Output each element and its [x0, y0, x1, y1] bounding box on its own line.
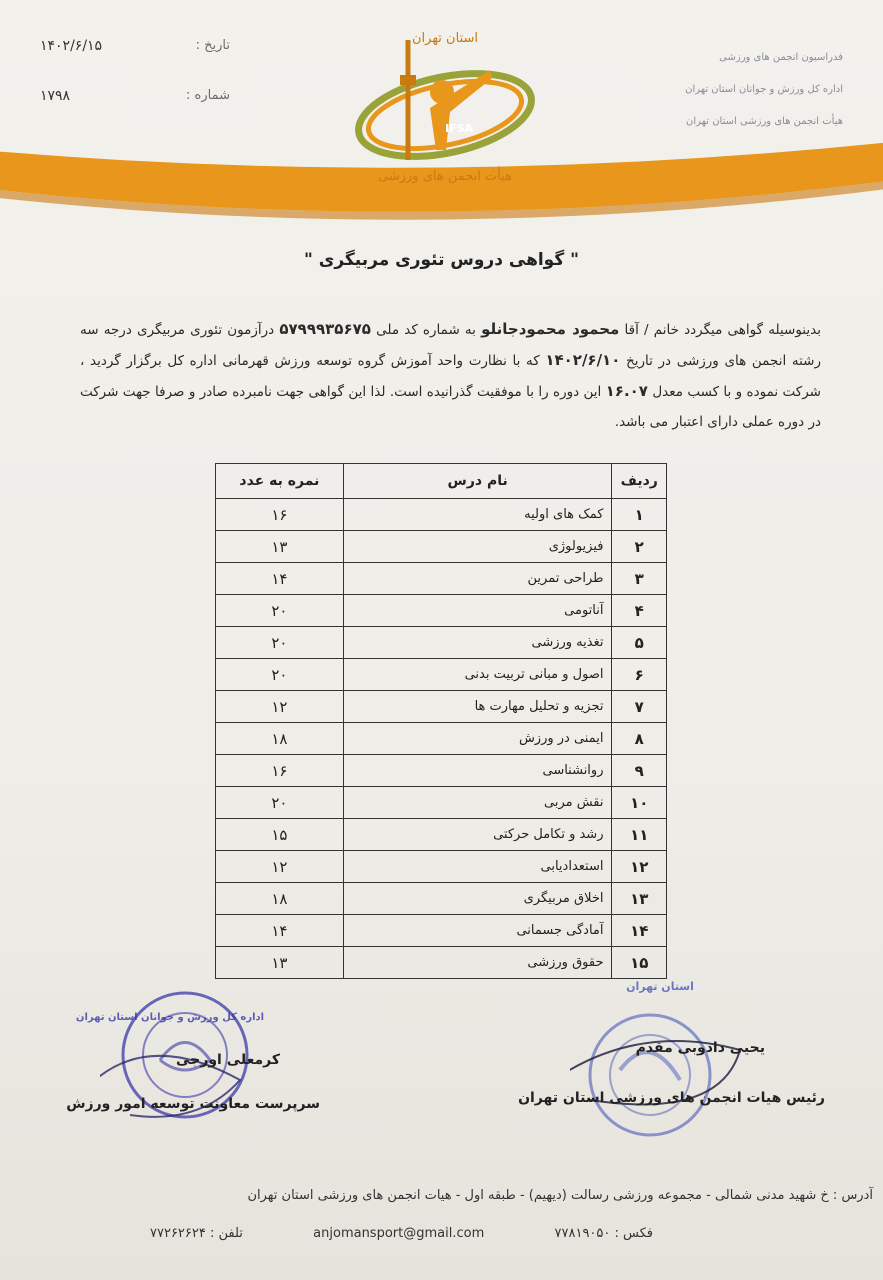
body-text-1: بدینوسیله گواهی میگردد خانم / آقا [619, 322, 821, 338]
row-grade: ۱۵ [216, 819, 344, 851]
row-idx: ۱۱ [612, 819, 667, 851]
row-grade: ۱۲ [216, 851, 344, 883]
org-line: اداره کل ورزش و جوانان استان تهران [685, 84, 843, 95]
row-grade: ۱۸ [216, 723, 344, 755]
table-row [216, 659, 667, 691]
row-course: آناتومی [343, 595, 612, 627]
table-header-row [216, 464, 667, 499]
table-row [216, 595, 667, 627]
table-row [216, 755, 667, 787]
row-course: طراحی تمرین [343, 563, 612, 595]
body-text-5: این دوره را با موفقیت گذرانیده است. لذا این گواهی جهت نامبرده صادر و صرفا جهت شرکت در دوره عملی دارای اعتبار می باشد. [80, 384, 821, 430]
row-grade: ۱۳ [216, 531, 344, 563]
body-text-4: که با نظارت واحد آموزش گروه توسعه ورزش قهرمانی اداره کل برگزار گردید ، شرکت نموده و با کسب معدل [80, 353, 821, 400]
right-stamp-text: استان تهران [626, 980, 694, 993]
row-idx: ۱۲ [612, 851, 667, 883]
row-idx: ۱۳ [612, 883, 667, 915]
header-course: نام درس [343, 464, 612, 499]
document-meta [40, 38, 230, 138]
row-course: حقوق ورزشی [343, 947, 612, 979]
certificate-title: " گواهی دروس تئوری مربیگری " [303, 250, 579, 270]
left-signer-title: سرپرست معاونت توسعه امور ورزش [66, 1096, 320, 1112]
row-idx: ۷ [612, 691, 667, 723]
table-row [216, 819, 667, 851]
row-idx: ۲ [612, 531, 667, 563]
ifsa-logo [350, 20, 550, 190]
row-idx: ۵ [612, 627, 667, 659]
footer-address: آدرس : خ شهید مدنی شمالی - مجموعه ورزشی رسالت (دیهیم) - طبقه اول - هیات انجمن های ورزشی استان تهران [247, 1188, 873, 1203]
left-stamp-text: اداره کل ورزش و جوانان استان تهران [75, 1012, 265, 1023]
right-signer-name: یحیی دادوبی مقدم [635, 1040, 765, 1056]
org-line: فدراسیون انجمن های ورزشی [719, 52, 843, 63]
logo-abbr: IFSA [445, 122, 474, 135]
body-text-2: به شماره کد ملی [370, 322, 482, 338]
row-idx: ۸ [612, 723, 667, 755]
org-line: هیأت انجمن های ورزشی استان تهران [685, 116, 843, 127]
row-course: کمک های اولیه [343, 499, 612, 531]
date-label: تاریخ : [195, 38, 230, 53]
row-grade: ۲۰ [216, 787, 344, 819]
row-idx: ۳ [612, 563, 667, 595]
organization-lines [663, 42, 843, 138]
row-idx: ۶ [612, 659, 667, 691]
student-name: محمود محمودجانلو [481, 320, 620, 338]
table-row [216, 883, 667, 915]
table-row [216, 499, 667, 531]
row-grade: ۲۰ [216, 595, 344, 627]
table-row [216, 627, 667, 659]
header-grade: نمره به عدد [216, 464, 344, 499]
row-course: تغذیه ورزشی [343, 627, 612, 659]
header-idx: ردیف [612, 464, 667, 499]
table-row [216, 851, 667, 883]
row-course: اصول و مبانی تربیت بدنی [343, 659, 612, 691]
row-grade: ۱۶ [216, 499, 344, 531]
table-row [216, 723, 667, 755]
row-grade: ۱۲ [216, 691, 344, 723]
logo-top-text: استان تهران [411, 31, 479, 46]
footer-contact [150, 1226, 653, 1241]
left-signer-name: کرمعلی اورجی [176, 1052, 280, 1068]
logo-bottom-text: هیأت انجمن های ورزشی [378, 169, 512, 184]
row-idx: ۱۰ [612, 787, 667, 819]
row-grade: ۱۶ [216, 755, 344, 787]
footer-phone: تلفن : ۷۷۲۶۲۶۲۴ [150, 1226, 243, 1241]
row-idx: ۱۴ [612, 915, 667, 947]
row-grade: ۱۳ [216, 947, 344, 979]
table-row [216, 915, 667, 947]
row-course: نقش مربی [343, 787, 612, 819]
right-signer-title: رئیس هیات انجمن های ورزشی استان تهران [518, 1090, 825, 1106]
row-course: تجزیه و تحلیل مهارت ها [343, 691, 612, 723]
row-grade: ۲۰ [216, 627, 344, 659]
row-course: فیزیولوژی [343, 531, 612, 563]
footer-email[interactable]: anjomansport@gmail.com [313, 1226, 485, 1241]
row-idx: ۴ [612, 595, 667, 627]
row-course: روانشناسی [343, 755, 612, 787]
row-idx: ۱ [612, 499, 667, 531]
national-id: ۵۷۹۹۹۳۵۶۷۵ [279, 320, 371, 338]
table-row [216, 691, 667, 723]
row-course: ایمنی در ورزش [343, 723, 612, 755]
row-idx: ۹ [612, 755, 667, 787]
number-value: ۱۷۹۸ [40, 88, 71, 104]
table-row [216, 531, 667, 563]
row-course: رشد و تکامل حرکتی [343, 819, 612, 851]
row-grade: ۱۴ [216, 563, 344, 595]
number-label: شماره : [186, 88, 230, 103]
row-grade: ۲۰ [216, 659, 344, 691]
average-score: ۱۶.۰۷ [605, 382, 648, 400]
table-row [216, 947, 667, 979]
row-grade: ۱۸ [216, 883, 344, 915]
row-course: اخلاق مربیگری [343, 883, 612, 915]
row-course: استعدادیابی [343, 851, 612, 883]
row-course: آمادگی جسمانی [343, 915, 612, 947]
row-idx: ۱۵ [612, 947, 667, 979]
right-stamp [570, 1000, 750, 1150]
row-grade: ۱۴ [216, 915, 344, 947]
table-row [216, 787, 667, 819]
body-text-3: درآزمون تئوری مربیگری درجه سه رشته انجمن های ورزشی در تاریخ [80, 322, 821, 369]
date-value: ۱۴۰۲/۶/۱۵ [40, 38, 103, 54]
exam-date: ۱۴۰۲/۶/۱۰ [545, 351, 621, 369]
certificate-body [80, 314, 821, 437]
grades-table [215, 463, 667, 979]
footer-fax: فکس : ۷۷۸۱۹۰۵۰ [554, 1226, 653, 1241]
table-row [216, 563, 667, 595]
